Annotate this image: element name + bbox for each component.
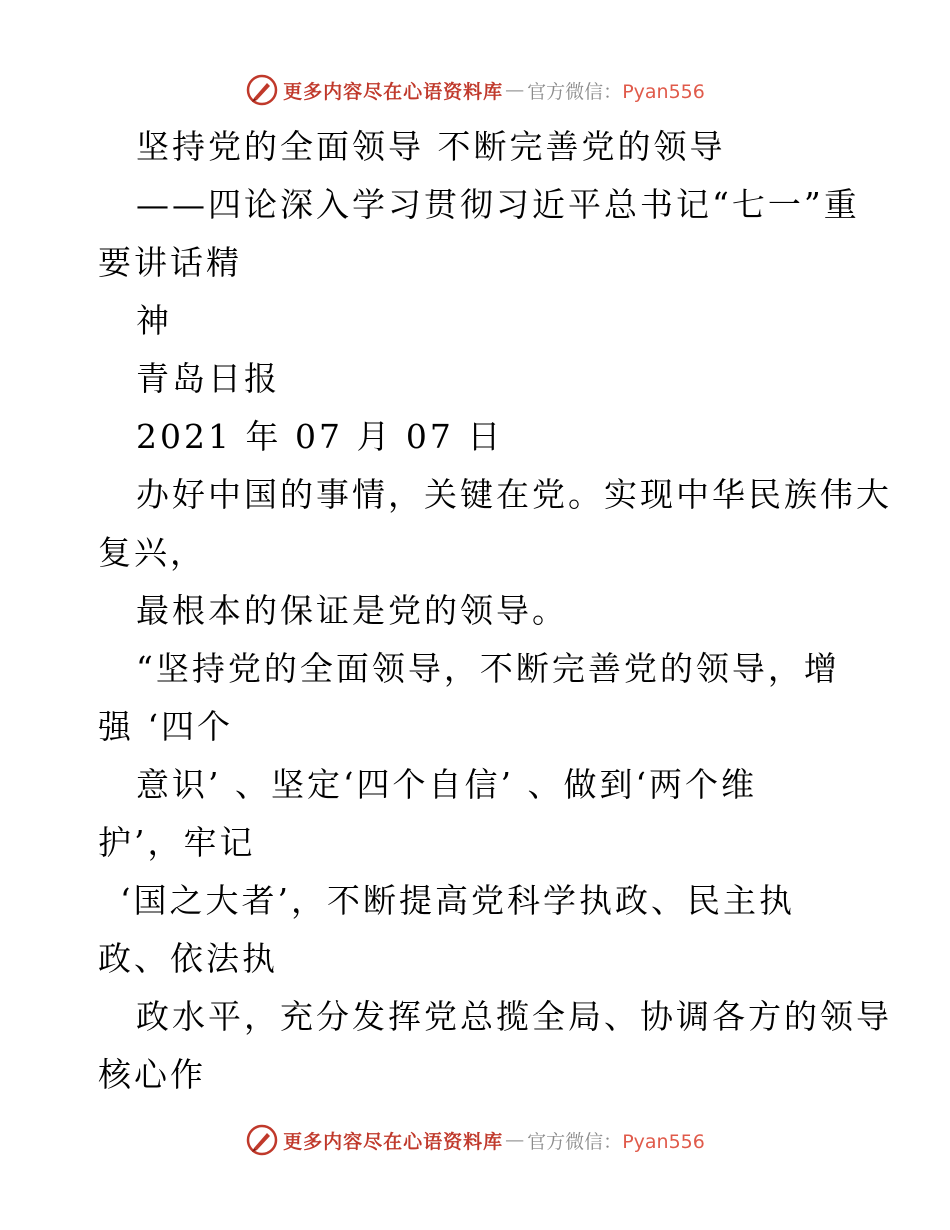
body-line: 政水平，充分发挥党总揽全局、协调各方的领导 [136, 997, 892, 1036]
watermark-wechat-id: Pyan556 [622, 1130, 705, 1153]
body-line: 核心作 [98, 1055, 206, 1094]
date-line: 2021 年 07 月 07 日 [136, 417, 504, 456]
watermark-dash: — [505, 1129, 526, 1151]
body-line: 复兴， [98, 533, 206, 572]
body-line: ‘国之大者’，不断提高党科学执政、民主执 [120, 881, 795, 920]
source-line: 青岛日报 [136, 359, 280, 398]
subtitle-line-end: 神 [136, 301, 172, 340]
watermark-footer [0, 1120, 950, 1160]
pen-logo-icon [245, 73, 279, 107]
watermark-wechat-label: 官方微信： [527, 80, 623, 103]
watermark-text: 更多内容尽在心语资料库 [283, 1130, 504, 1153]
subtitle-line: ——四论深入学习贯彻习近平总书记“七一”重 [136, 185, 860, 224]
watermark-header [0, 70, 950, 110]
subtitle-line-cont: 要讲话精 [98, 243, 242, 282]
body-line: 办好中国的事情，关键在党。实现中华民族伟大 [136, 475, 892, 514]
watermark-wechat-label: 官方微信： [527, 1130, 623, 1153]
pen-logo-icon [245, 1123, 279, 1157]
watermark-dash: — [505, 79, 526, 101]
body-line: 护’，牢记 [98, 823, 256, 862]
watermark-text: 更多内容尽在心语资料库 [283, 80, 504, 103]
title-line: 坚持党的全面领导 不断完善党的领导 [136, 127, 726, 166]
body-line: 政、依法执 [98, 939, 278, 978]
body-line: “坚持党的全面领导，不断完善党的领导，增 [136, 649, 840, 688]
watermark-wechat-id: Pyan556 [622, 80, 705, 103]
body-line: 意识’ 、坚定‘四个自信’ 、做到‘两个维 [136, 765, 757, 804]
body-line: 最根本的保证是党的领导。 [136, 591, 568, 630]
body-line: 强 ‘四个 [98, 707, 233, 746]
